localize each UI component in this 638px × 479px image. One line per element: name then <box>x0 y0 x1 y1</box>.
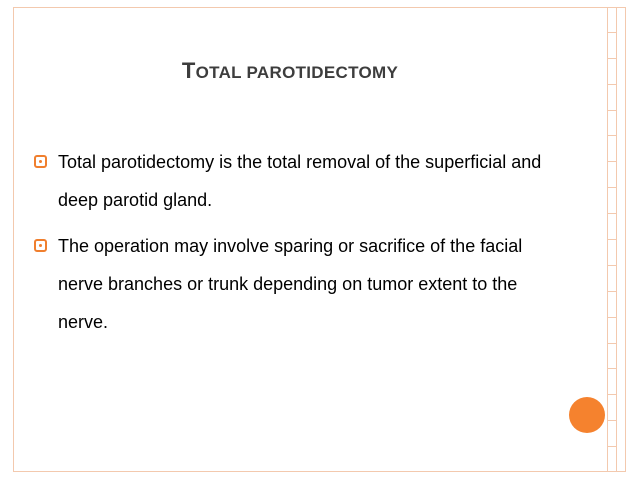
side-bar-segment <box>607 84 617 110</box>
side-bar-segment <box>607 368 617 394</box>
side-bar-segment <box>607 187 617 213</box>
bullet-item <box>34 143 554 219</box>
side-bar-segment <box>607 291 617 317</box>
accent-circle-icon <box>569 397 605 433</box>
bullet-list <box>34 143 554 349</box>
bullet-text: Total parotidectomy is the total removal of the superficial and deep parotid gland. <box>58 152 542 210</box>
side-bar-segment <box>607 239 617 265</box>
side-bar-segment <box>607 317 617 343</box>
side-bar-segment <box>607 110 617 136</box>
slide-title <box>0 58 580 84</box>
bullet-item <box>34 227 554 341</box>
ornate-square-bullet-icon <box>34 239 47 252</box>
side-bar-segment <box>607 213 617 239</box>
ornate-square-bullet-icon <box>34 155 47 168</box>
side-bar-segment <box>607 265 617 291</box>
side-bar-segment <box>607 7 617 32</box>
side-bar-segment <box>607 394 617 420</box>
side-bar-segment <box>607 343 617 369</box>
slide-title-initial: T <box>181 58 196 83</box>
side-bar-segment <box>607 161 617 187</box>
side-bar-segment <box>607 32 617 58</box>
slide-title-rest: OTAL PAROTIDECTOMY <box>195 63 399 82</box>
side-bar-segment <box>607 135 617 161</box>
side-bar-segment <box>607 58 617 84</box>
side-bar-segment <box>607 420 617 446</box>
bullet-text: The operation may involve sparing or sacrifice of the facial nerve branches or trunk depending on tumor extent to the nerve. <box>58 236 523 332</box>
side-bar-segment <box>607 446 617 472</box>
decorative-side-bar <box>607 7 617 472</box>
